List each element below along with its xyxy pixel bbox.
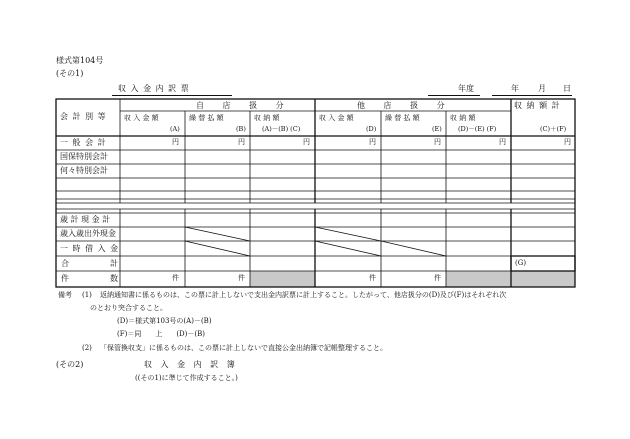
sub-header-code: (A) xyxy=(170,125,180,133)
group-other-header: 他 店 扱 分 xyxy=(357,101,453,110)
yen-unit: 円 xyxy=(499,138,506,146)
yen-unit: 円 xyxy=(369,138,376,146)
note-1-continuation: のとおり突合すること。 xyxy=(90,304,167,312)
row-label-annual-cash: 歳 計 現 金 計 xyxy=(60,215,111,224)
sub-header-label: 収 納 額 xyxy=(254,114,280,122)
sub-header-label: 収 入 金 額 xyxy=(124,114,159,122)
count-label-2: 数 xyxy=(110,274,118,283)
row-label-temp-loan: 一 時 借 入 金 xyxy=(60,244,120,253)
row-label-general: 一 般 会 計 xyxy=(60,138,107,147)
total-label: 合 xyxy=(61,259,69,268)
sub-header-label: 収 入 金 額 xyxy=(319,114,354,122)
note-1-number: (1) xyxy=(82,291,92,299)
sub-header-code: (C)＋(F) xyxy=(540,125,567,133)
count-unit: 件 xyxy=(172,274,179,282)
note-formula-2: (F)＝同 上 (D)－(B) xyxy=(117,330,205,338)
col-total-header: 収 納 額 計 xyxy=(514,101,561,110)
count-unit: 件 xyxy=(434,274,441,282)
form-number: 様式第104号 xyxy=(56,56,104,65)
part-label: (その1) xyxy=(56,69,84,78)
total-label-2: 計 xyxy=(110,259,118,268)
part2-label: (その2) xyxy=(56,360,84,369)
sub-header-code: (D) xyxy=(366,125,377,133)
count-unit: 件 xyxy=(238,274,245,282)
row-label-special: 何々特別会計 xyxy=(60,166,108,175)
shaded-cell xyxy=(446,271,511,287)
sub-header-code: (E) xyxy=(432,125,442,133)
sub-header-code: (B) xyxy=(236,125,246,133)
yen-unit: 円 xyxy=(172,138,179,146)
fiscal-year-label: 年度 xyxy=(458,84,474,93)
part2-title: 収 入 金 内 訳 簿 xyxy=(144,360,238,369)
sub-header-label: 繰 替 払 額 xyxy=(189,114,224,122)
note-2-text: 「保管換収支」に係るものは、この票に計上しないで直接公金出納簿で記帳整理すること。 xyxy=(100,344,387,352)
sub-header-label: 繰 替 払 額 xyxy=(385,114,420,122)
yen-unit: 円 xyxy=(303,138,310,146)
note-formula-1: (D)＝様式第103号の(A)－(B) xyxy=(117,317,212,325)
day-label: 日 xyxy=(563,84,571,93)
form-title: 収 入 金 内 訳 票 xyxy=(118,84,190,93)
notes-label: 備考 xyxy=(58,291,72,299)
group-own-header: 自 店 扱 分 xyxy=(196,101,292,110)
g-mark: (G) xyxy=(515,259,527,267)
year-label: 年 xyxy=(511,84,519,93)
shaded-cell xyxy=(250,271,315,287)
count-label: 件 xyxy=(61,274,69,283)
yen-unit: 円 xyxy=(238,138,245,146)
sub-header-code: (A)－(B) (C) xyxy=(262,125,301,133)
part2-note: ((その1)に準じて作成すること。) xyxy=(135,374,238,382)
omission-gap xyxy=(57,204,574,209)
col-account-header: 会 計 別 等 xyxy=(60,112,107,121)
row-label-extra-cash: 歳入歳出外現金 xyxy=(60,229,116,238)
month-label: 月 xyxy=(538,84,546,93)
note-1-text: 返納通知書に係るものは、この票に計上しないで支出金内訳票に計上すること。したがって、他店扱分の(D)及び(F)はそれぞれ次 xyxy=(100,291,507,299)
note-2-number: (2) xyxy=(82,344,92,352)
shaded-cell xyxy=(511,271,575,287)
yen-unit: 円 xyxy=(564,138,571,146)
sub-header-code: (D)－(E) (F) xyxy=(458,125,497,133)
count-unit: 件 xyxy=(369,274,376,282)
sub-header-label: 収 納 額 xyxy=(450,114,476,122)
row-label-nhi: 国保特別会計 xyxy=(60,152,108,161)
yen-unit: 円 xyxy=(434,138,441,146)
